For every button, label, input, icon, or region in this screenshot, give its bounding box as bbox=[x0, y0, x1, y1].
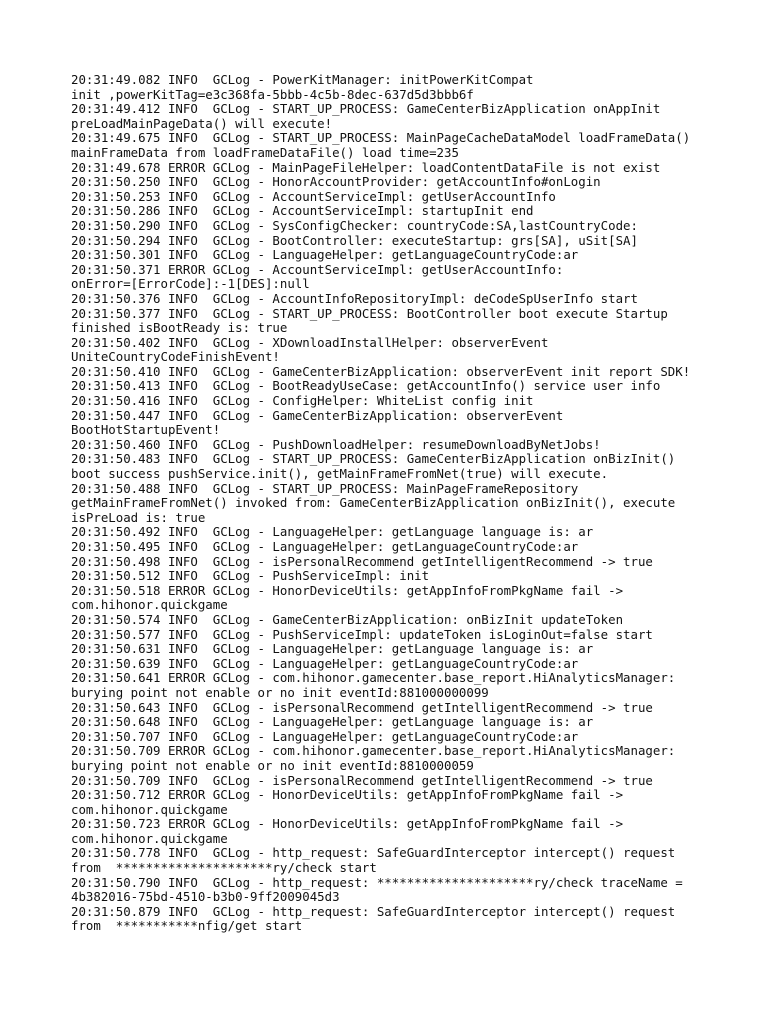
log-line: 20:31:50.723 ERROR GCLog - HonorDeviceUtils: getAppInfoFromPkgName fail -> bbox=[71, 816, 624, 832]
log-line: preLoadMainPageData() will execute! bbox=[71, 115, 333, 131]
log-line: com.hihonor.quickgame bbox=[71, 830, 228, 846]
log-line: 20:31:50.410 INFO GCLog - GameCenterBizApplication: observerEvent init report SDK! bbox=[71, 363, 691, 379]
log-line: 20:31:50.402 INFO GCLog - XDownloadInstallHelper: observerEvent bbox=[71, 334, 549, 350]
log-line: 20:31:50.376 INFO GCLog - AccountInfoRepositoryImpl: deCodeSpUserInfo start bbox=[71, 290, 638, 306]
log-line: UniteCountryCodeFinishEvent! bbox=[71, 349, 280, 365]
log-line: 20:31:50.488 INFO GCLog - START_UP_PROCESS: MainPageFrameRepository bbox=[71, 480, 579, 496]
log-line: burying point not enable or no init eventId:8810000059 bbox=[71, 757, 474, 773]
log-line: 20:31:50.712 ERROR GCLog - HonorDeviceUtils: getAppInfoFromPkgName fail -> bbox=[71, 787, 624, 803]
log-line: 20:31:50.648 INFO GCLog - LanguageHelper: getLanguage language is: ar bbox=[71, 714, 594, 730]
log-line: 20:31:50.639 INFO GCLog - LanguageHelper: getLanguageCountryCode:ar bbox=[71, 655, 579, 671]
log-line: 20:31:50.577 INFO GCLog - PushServiceImpl: updateToken isLoginOut=false start bbox=[71, 626, 653, 642]
log-line: boot success pushService.init(), getMainFrameFromNet(true) will execute. bbox=[71, 466, 609, 482]
log-line: isPreLoad is: true bbox=[71, 509, 206, 525]
log-line: 20:31:50.498 INFO GCLog - isPersonalRecommend getIntelligentRecommend -> true bbox=[71, 553, 653, 569]
log-line: 20:31:50.778 INFO GCLog - http_request: SafeGuardInterceptor intercept() request bbox=[71, 845, 676, 861]
log-line: 20:31:49.412 INFO GCLog - START_UP_PROCESS: GameCenterBizApplication onAppInit bbox=[71, 101, 661, 117]
log-line: 20:31:50.643 INFO GCLog - isPersonalRecommend getIntelligentRecommend -> true bbox=[71, 699, 653, 715]
log-line: 20:31:50.879 INFO GCLog - http_request: SafeGuardInterceptor intercept() request bbox=[71, 903, 676, 919]
log-line: from *********************ry/check start bbox=[71, 860, 377, 876]
log-line: 20:31:50.286 INFO GCLog - AccountServiceImpl: startupInit end bbox=[71, 203, 534, 219]
log-line: init ,powerKitTag=e3c368fa-5bbb-4c5b-8dec-637d5d3bbb6f bbox=[71, 86, 474, 102]
log-line: 20:31:49.675 INFO GCLog - START_UP_PROCESS: MainPageCacheDataModel loadFrameData() bbox=[71, 130, 691, 146]
log-line: 20:31:50.495 INFO GCLog - LanguageHelper: getLanguageCountryCode:ar bbox=[71, 539, 579, 554]
log-line: 20:31:50.483 INFO GCLog - START_UP_PROCESS: GameCenterBizApplication onBizInit() bbox=[71, 451, 676, 467]
log-line: 20:31:50.512 INFO GCLog - PushServiceImpl: init bbox=[71, 568, 430, 584]
log-line: 20:31:49.678 ERROR GCLog - MainPageFileHelper: loadContentDataFile is not exist bbox=[71, 159, 661, 175]
log-line: onError=[ErrorCode]:-1[DES]:null bbox=[71, 276, 310, 292]
log-text bbox=[71, 73, 751, 934]
log-line: finished isBootReady is: true bbox=[71, 320, 288, 336]
log-line: BootHotStartupEvent! bbox=[71, 422, 221, 438]
log-line: com.hihonor.quickgame bbox=[71, 801, 228, 817]
log-line: 20:31:49.082 INFO GCLog - PowerKitManager: initPowerKitCompat bbox=[71, 72, 534, 87]
log-line: 20:31:50.574 INFO GCLog - GameCenterBizApplication: onBizInit updateToken bbox=[71, 611, 624, 627]
log-line: 20:31:50.377 INFO GCLog - START_UP_PROCESS: BootController boot execute Startup bbox=[71, 305, 668, 321]
log-line: 20:31:50.253 INFO GCLog - AccountServiceImpl: getUserAccountInfo bbox=[71, 188, 556, 204]
log-line: 20:31:50.294 INFO GCLog - BootController: executeStartup: grs[SA], uSit[SA] bbox=[71, 232, 638, 248]
log-line: 20:31:50.492 INFO GCLog - LanguageHelper: getLanguage language is: ar bbox=[71, 524, 594, 540]
log-line: mainFrameData from loadFrameDataFile() load time=235 bbox=[71, 144, 459, 160]
log-line: from ***********nfig/get start bbox=[71, 918, 303, 934]
log-line: 20:31:50.707 INFO GCLog - LanguageHelper: getLanguageCountryCode:ar bbox=[71, 728, 579, 744]
log-line: 20:31:50.790 INFO GCLog - http_request: *********************ry/check traceName = bbox=[71, 874, 683, 890]
log-line: 20:31:50.250 INFO GCLog - HonorAccountProvider: getAccountInfo#onLogin bbox=[71, 174, 601, 190]
log-line: 4b382016-75bd-4510-b3b0-9ff2009045d3 bbox=[71, 889, 340, 905]
log-line: 20:31:50.371 ERROR GCLog - AccountServiceImpl: getUserAccountInfo: bbox=[71, 261, 564, 277]
log-line: 20:31:50.290 INFO GCLog - SysConfigChecker: countryCode:SA,lastCountryCode: bbox=[71, 217, 638, 233]
log-line: 20:31:50.416 INFO GCLog - ConfigHelper: WhiteList config init bbox=[71, 393, 534, 409]
log-line: 20:31:50.447 INFO GCLog - GameCenterBizApplication: observerEvent bbox=[71, 407, 564, 423]
log-line: 20:31:50.301 INFO GCLog - LanguageHelper: getLanguageCountryCode:ar bbox=[71, 247, 579, 263]
log-line: burying point not enable or no init eventId:881000000099 bbox=[71, 684, 489, 700]
log-line: com.hihonor.quickgame bbox=[71, 597, 228, 613]
log-line: 20:31:50.631 INFO GCLog - LanguageHelper: getLanguage language is: ar bbox=[71, 641, 594, 657]
log-line: 20:31:50.641 ERROR GCLog - com.hihonor.gamecenter.base_report.HiAnalyticsManager: bbox=[71, 670, 676, 686]
log-line: 20:31:50.413 INFO GCLog - BootReadyUseCase: getAccountInfo() service user info bbox=[71, 378, 661, 394]
log-line: 20:31:50.709 INFO GCLog - isPersonalRecommend getIntelligentRecommend -> true bbox=[71, 772, 653, 788]
log-line: 20:31:50.460 INFO GCLog - PushDownloadHelper: resumeDownloadByNetJobs! bbox=[71, 436, 601, 452]
log-line: 20:31:50.709 ERROR GCLog - com.hihonor.gamecenter.base_report.HiAnalyticsManager: bbox=[71, 743, 676, 759]
log-line: 20:31:50.518 ERROR GCLog - HonorDeviceUtils: getAppInfoFromPkgName fail -> bbox=[71, 582, 624, 598]
log-line: getMainFrameFromNet() invoked from: GameCenterBizApplication onBizInit(), execute bbox=[71, 495, 676, 511]
